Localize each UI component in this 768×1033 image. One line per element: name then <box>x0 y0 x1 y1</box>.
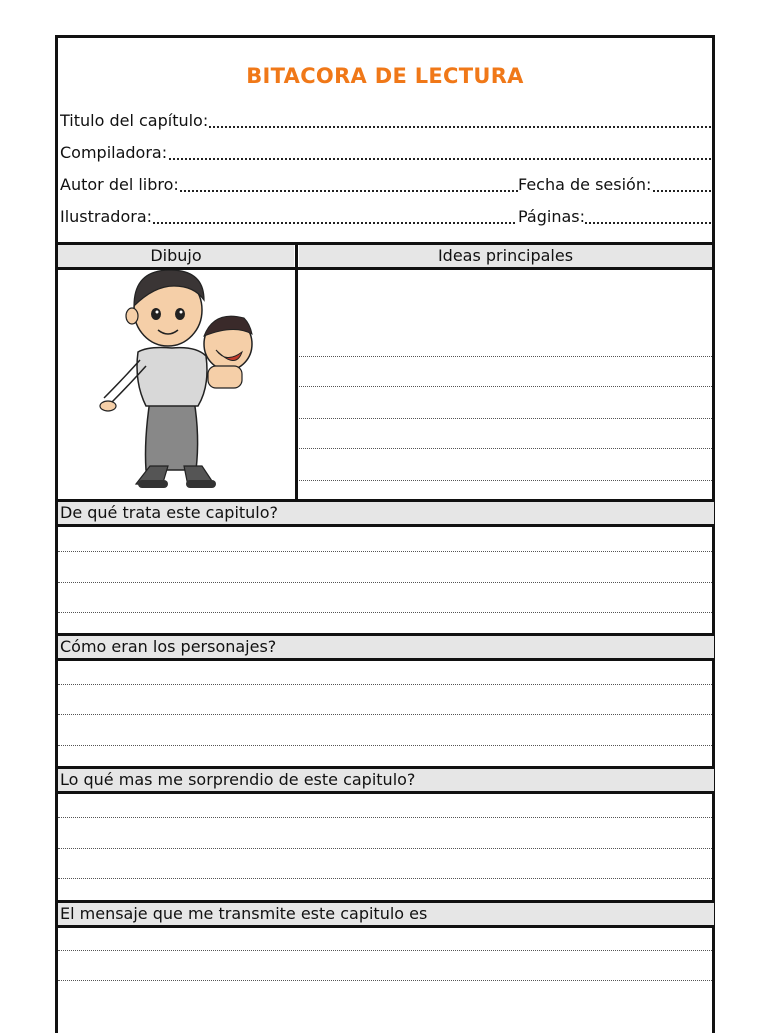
book-author-label: Autor del libro: <box>60 175 179 194</box>
chapter-title-label: Titulo del capítulo: <box>60 111 209 130</box>
boys-illustration <box>58 270 295 499</box>
illustrator-label: Ilustradora: <box>60 207 153 226</box>
chapter-summary-header: De qué trata este capitulo? <box>58 502 714 524</box>
chapter-summary-area[interactable] <box>58 527 712 633</box>
surprise-area[interactable] <box>58 794 712 900</box>
main-ideas-column-header: Ideas principales <box>299 245 712 267</box>
surprise-header: Lo qué mas me sorprendio de este capitulo? <box>58 769 714 791</box>
compiler-label: Compiladora: <box>60 143 168 162</box>
compiler-field[interactable] <box>60 142 711 164</box>
illustrator-field[interactable] <box>60 206 515 228</box>
boy-front-icon <box>100 270 216 488</box>
drawing-column-header: Dibujo <box>58 245 294 267</box>
message-header: El mensaje que me transmite este capitulo es <box>58 903 714 925</box>
boy-back-icon <box>204 316 252 388</box>
reading-log-sheet <box>55 35 715 1033</box>
drawing-area[interactable] <box>58 270 295 499</box>
chapter-title-field[interactable] <box>60 110 711 132</box>
session-date-label: Fecha de sesión: <box>518 175 652 194</box>
pages-label: Páginas: <box>518 207 586 226</box>
message-area[interactable] <box>58 928 712 1008</box>
characters-header: Cómo eran los personajes? <box>58 636 714 658</box>
session-date-field[interactable] <box>518 174 711 196</box>
book-author-field[interactable] <box>60 174 518 196</box>
main-ideas-area[interactable] <box>299 270 712 499</box>
page-title: BITACORA DE LECTURA <box>246 64 524 88</box>
pages-field[interactable] <box>518 206 711 228</box>
